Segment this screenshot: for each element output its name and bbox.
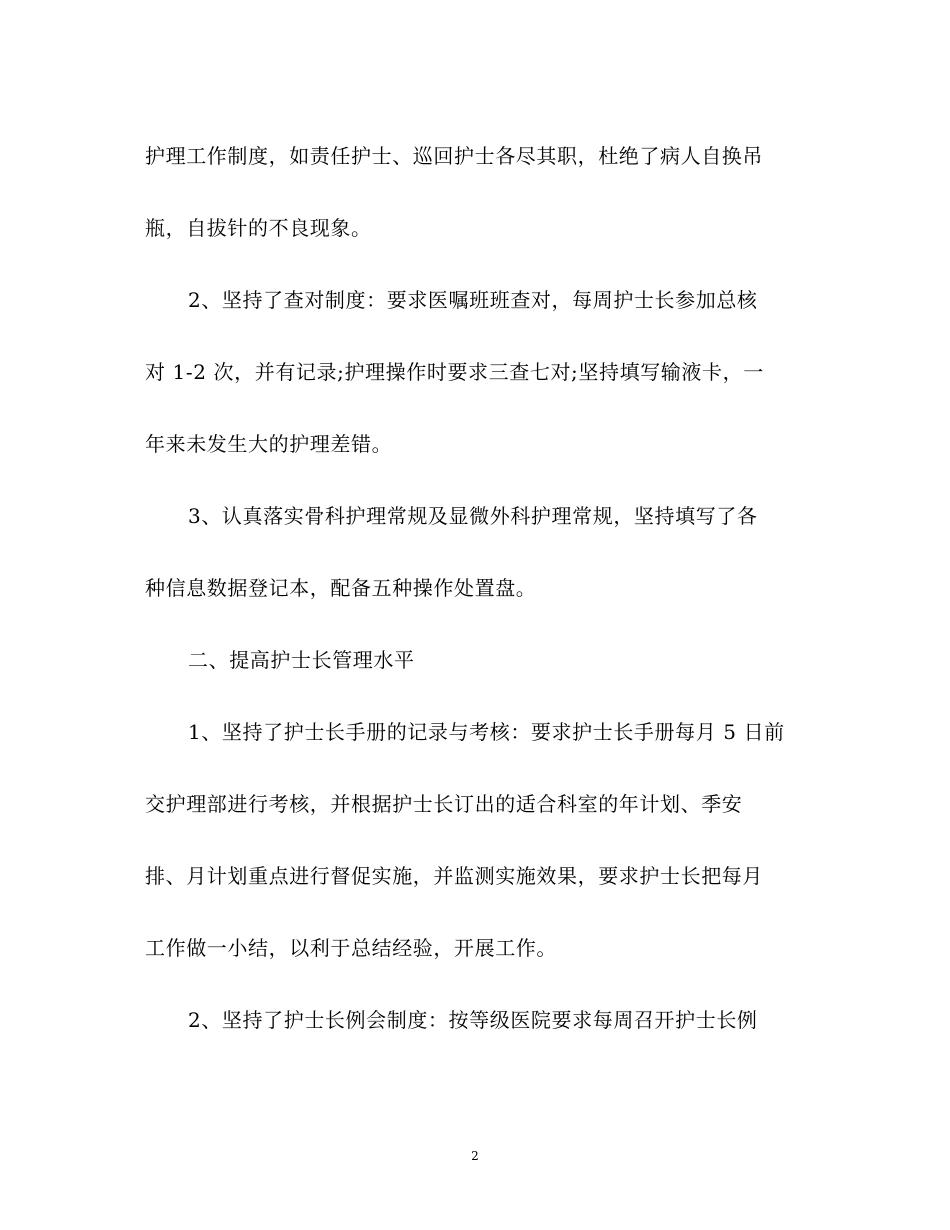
- body-text-line-7: 种信息数据登记本，配备五种操作处置盘。: [145, 576, 537, 600]
- body-text-line-9: 1、坚持了护士长手册的记录与考核：要求护士长手册每月 5 日前: [188, 720, 785, 744]
- body-text-line-12: 工作做一小结，以利于总结经验，开展工作。: [145, 936, 557, 960]
- body-text-line-10: 交护理部进行考核，并根据护士长订出的适合科室的年计划、季安: [145, 792, 743, 816]
- body-text-line-13: 2、坚持了护士长例会制度：按等级医院要求每周召开护士长例: [188, 1008, 758, 1032]
- page-number: 2: [471, 1149, 479, 1163]
- body-text-line-1: 护理工作制度，如责任护士、巡回护士各尽其职，杜绝了病人自换吊: [145, 144, 763, 168]
- body-text-line-6: 3、认真落实骨科护理常规及显微外科护理常规，坚持填写了各: [188, 504, 758, 528]
- body-text-line-2: 瓶，自拔针的不良现象。: [145, 216, 372, 240]
- body-text-line-11: 排、月计划重点进行督促实施，并监测实施效果，要求护士长把每月: [145, 864, 763, 888]
- section-heading: 二、提高护士长管理水平: [188, 648, 415, 672]
- body-text-line-4: 对 1-2 次，并有记录;护理操作时要求三查七对;坚持填写输液卡，一: [145, 360, 764, 384]
- body-text-line-5: 年来未发生大的护理差错。: [145, 432, 393, 456]
- body-text-line-3: 2、坚持了查对制度：要求医嘱班班查对，每周护士长参加总核: [188, 288, 758, 312]
